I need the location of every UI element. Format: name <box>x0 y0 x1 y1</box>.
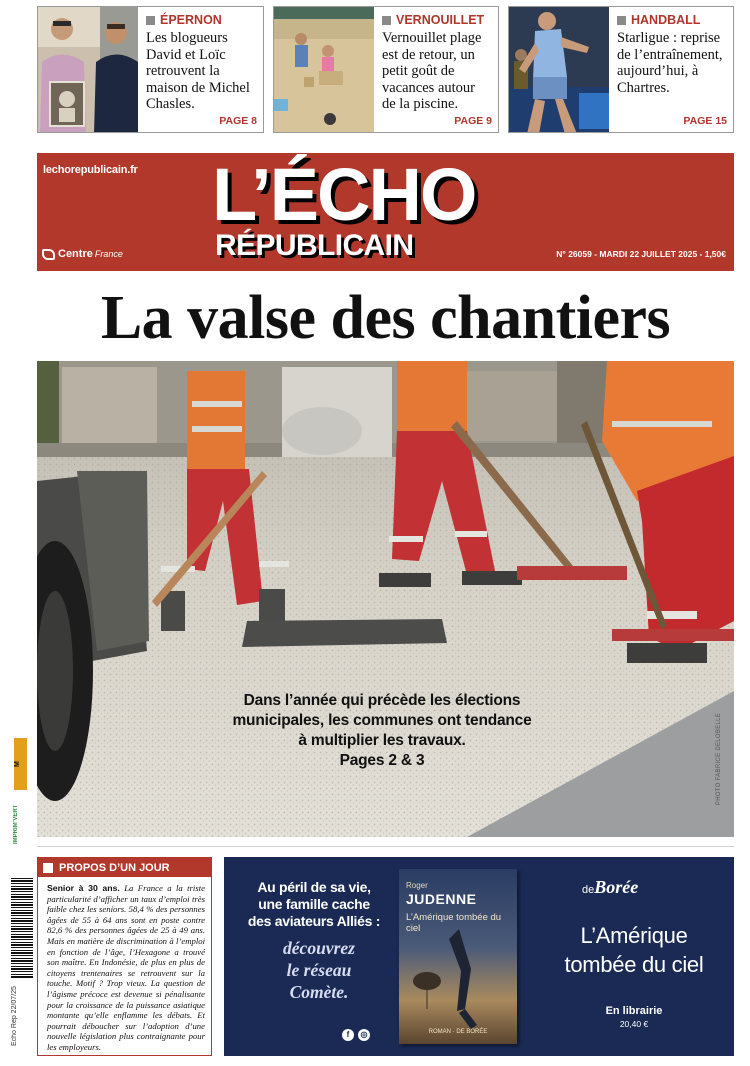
caption-line: municipales, les communes ont tendance <box>232 712 532 729</box>
masthead-logo-subtitle: RÉPUBLICAIN <box>215 229 414 262</box>
group-name: Centre <box>58 248 93 260</box>
publisher-logo <box>582 877 638 898</box>
centre-france-icon <box>42 249 55 260</box>
book-author: JUDENNE <box>406 891 477 907</box>
teaser-page-ref[interactable]: PAGE 8 <box>219 115 257 127</box>
teaser-text <box>609 7 733 132</box>
book-publisher-line: ROMAN · DE BORÉE <box>428 1029 488 1035</box>
section-divider <box>37 846 734 847</box>
teaser-epernon[interactable] <box>37 6 264 133</box>
teaser-body: Vernouillet plage est de retour, un petit goût de vacances autour de la piscine. <box>382 30 482 112</box>
barcode-label: Echo Rep 22/07/25 <box>11 986 18 1046</box>
header-square-icon <box>43 863 53 873</box>
teaser-vernouillet[interactable] <box>273 6 499 133</box>
centre-france-logo <box>42 248 123 260</box>
ad-social-links <box>342 1029 370 1041</box>
book-title: L’Amérique tombée du ciel <box>406 912 502 934</box>
kicker-label: ÉPERNON <box>160 13 222 27</box>
main-photo[interactable] <box>37 361 734 837</box>
book-author-firstname: Roger <box>406 881 428 890</box>
facebook-icon[interactable]: f <box>342 1029 354 1041</box>
publisher-name: Borée <box>594 877 639 897</box>
ad-price: 20,40 € <box>619 1019 649 1029</box>
teaser-handball[interactable] <box>508 6 734 133</box>
ad-cta-line: le réseau <box>286 960 352 980</box>
propos-header-label: PROPOS D’UN JOUR <box>59 861 170 874</box>
kicker-label: VERNOUILLET <box>396 13 485 27</box>
barcode <box>11 878 33 1048</box>
ad-tagline <box>234 879 394 930</box>
teaser-photo-beach <box>274 7 374 132</box>
propos-dun-jour[interactable] <box>37 857 212 1056</box>
ad-cta-line: Comète. <box>289 982 349 1002</box>
teaser-kicker <box>146 13 257 27</box>
caption-line: à multiplier les travaux. <box>298 732 466 749</box>
photo-credit: PHOTO FABRICE DELOBELLE <box>715 712 722 806</box>
ad-book-title <box>534 921 734 979</box>
propos-header <box>38 858 211 877</box>
propos-body <box>38 877 211 1053</box>
certification-badge: M <box>14 738 27 790</box>
caption-line: Dans l’année qui précède les élections <box>243 692 521 709</box>
propos-lead: Senior à 30 ans. <box>47 883 120 893</box>
ad-tagline-line: Au péril de sa vie, <box>257 879 371 895</box>
photo-caption <box>217 691 547 771</box>
teaser-kicker <box>382 13 492 27</box>
barcode-bars <box>11 878 33 978</box>
book-advertisement[interactable] <box>224 857 734 1056</box>
teaser-body: Les blogueurs David et Loïc retrouvent la maison de Michel Chasles. <box>146 30 250 112</box>
main-headline[interactable]: La valse des chantiers <box>100 284 671 352</box>
issue-info: N° 26059 - MARDI 22 JUILLET 2025 - 1,50€ <box>556 249 726 259</box>
propos-text: La France a la triste particularité d’afficher un taux d’emploi très faible chez les seniors. 58,4 % des personnes âgées de 55 à 64 ans sont en poste contre 82,6 % des personnes âgées de 25 à 49 ans. Mais en matière de discrimination à l’emploi en fonction de l’âge, l’Hexagone a trouvé son maître. En Indonésie, de plus en plus de citoyens trentenaires se retrouvent sur la touche. Motif ? Trop vieux. La question de l’âgisme précoce est devenue si pénalisante pour la croissance de la puissance asiatique montante qu’elle enflamme les débats. Et pourrait déboucher sur l’adoption d’une nouvelle législation plus contraignante pour les employeurs. <box>47 883 205 1052</box>
teaser-page-ref[interactable]: PAGE 9 <box>454 115 492 127</box>
kicker-label: HANDBALL <box>631 13 701 27</box>
kicker-square-icon <box>146 16 155 25</box>
teaser-body: Starligue : reprise de l’entraînement, aujourd’hui, à Chartres. <box>617 30 723 96</box>
book-cover-illustration <box>399 929 517 1039</box>
instagram-icon[interactable]: ◎ <box>358 1029 370 1041</box>
ad-tagline-line: une famille cache <box>258 896 370 912</box>
imprimvert-logo: IMPRIM’VERT <box>13 804 19 844</box>
kicker-square-icon <box>617 16 626 25</box>
ad-call-to-action <box>244 937 394 1003</box>
publisher-prefix: de <box>582 884 595 896</box>
masthead <box>37 153 734 271</box>
group-suffix: France <box>94 249 123 259</box>
masthead-url[interactable]: lechorepublicain.fr <box>43 164 138 176</box>
book-cover[interactable] <box>399 869 517 1044</box>
caption-page-ref[interactable]: Pages 2 & 3 <box>339 752 425 769</box>
masthead-logo-title: L’ÉCHO <box>212 153 476 236</box>
teaser-photo-handball <box>509 7 609 132</box>
teaser-text <box>374 7 498 132</box>
ad-tagline-line: des aviateurs Alliés : <box>247 913 381 929</box>
kicker-square-icon <box>382 16 391 25</box>
ad-cta-line: découvrez <box>283 938 355 958</box>
ad-book-title-line: tombée du ciel <box>564 952 704 977</box>
ad-book-title-line: L’Amérique <box>580 923 688 948</box>
ad-availability: En librairie <box>605 1005 663 1017</box>
teaser-page-ref[interactable]: PAGE 15 <box>683 115 727 127</box>
teaser-kicker <box>617 13 727 27</box>
teaser-photo-bloggers <box>38 7 138 132</box>
teaser-text <box>138 7 263 132</box>
